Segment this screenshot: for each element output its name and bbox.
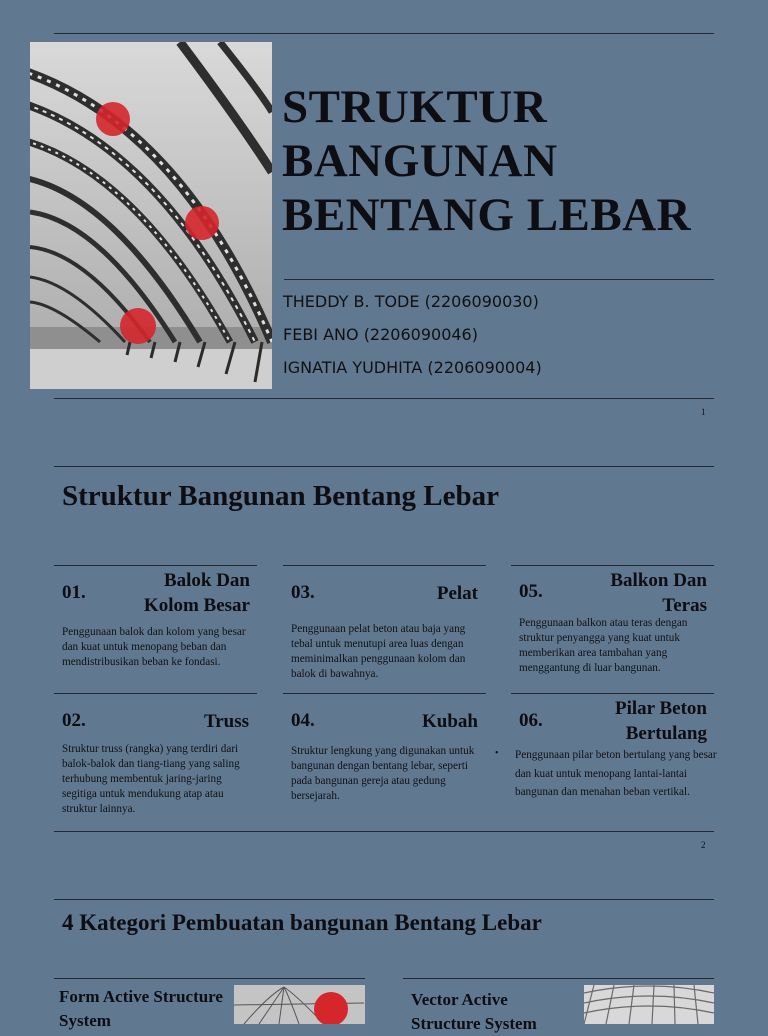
card-title: Truss (203, 711, 249, 732)
slide1-top-rule (54, 33, 714, 34)
slide3-top-rule (54, 899, 714, 900)
slide3-title: 4 Kategori Pembuatan bangunan Bentang Lebar (62, 910, 542, 935)
slide2-title: Struktur Bangunan Bentang Lebar (62, 480, 499, 512)
card-title: Pelat (436, 583, 478, 604)
card-number: 04. (291, 710, 315, 731)
author-line: THEDDY B. TODE (2206090030) (283, 292, 539, 311)
red-accent-dot (185, 206, 219, 240)
card-number: 05. (519, 581, 543, 602)
card-rule (511, 565, 714, 566)
card-rule (54, 693, 257, 694)
form-active-structure-photo (234, 985, 365, 1024)
card-number: 02. (62, 710, 86, 731)
card-description: Struktur lengkung yang digunakan untuk bangunan dengan bentang lebar, seperti pada bangunan gereja atau gedung bersejarah. (291, 745, 475, 802)
slide2-top-rule (54, 466, 714, 467)
title-divider (284, 279, 714, 280)
category-label: Vector Active Structure System (411, 990, 537, 1033)
card-number: 06. (519, 710, 543, 731)
bullet-icon: • (495, 748, 499, 759)
card-rule (403, 978, 714, 979)
card-description: Penggunaan balok dan kolom yang besar dan kuat untuk menopang beban dan mendistribusikan beban ke fondasi. (62, 626, 246, 668)
card-number: 03. (291, 582, 315, 603)
card-title: Pilar Beton Bertulang (614, 698, 707, 744)
card-rule (54, 978, 365, 979)
page-number: 2 (701, 840, 706, 850)
cover-title-line: BENTANG LEBAR (282, 189, 692, 241)
category-label: Form Active Structure System (59, 987, 223, 1030)
card-description: Struktur truss (rangka) yang terdiri dari balok-balok dan tiang-tiang yang saling terhubung membentuk jaring-jaring segitiga untuk mendukung atap atau struktur lainnya. (62, 743, 240, 815)
space-frame-illustration (584, 985, 714, 1024)
card-rule (283, 693, 486, 694)
card-number: 01. (62, 582, 86, 603)
card-description: Penggunaan balkon atau teras dengan struktur penyangga yang kuat untuk memberikan area tambahan yang menggantung di luar bangunan. (519, 617, 688, 674)
author-line: FEBI ANO (2206090046) (283, 325, 478, 344)
card-description: Penggunaan pilar beton bertulang yang besar dan kuat untuk menopang lantai-lantai bangunan dan menahan beban vertikal. (515, 749, 717, 798)
card-title: Balok Dan Kolom Besar (143, 570, 250, 616)
card-rule (283, 565, 486, 566)
red-accent-dot (120, 308, 156, 344)
card-rule (511, 693, 714, 694)
cover-photo-truss-roof (30, 42, 272, 389)
truss-roof-illustration (30, 42, 272, 389)
slide1-bottom-rule (54, 398, 714, 399)
card-title: Balkon Dan Teras (610, 570, 707, 616)
tensile-structure-illustration (234, 985, 365, 1024)
author-line: IGNATIA YUDHITA (2206090004) (283, 358, 542, 377)
cover-title-line: BANGUNAN (282, 135, 558, 187)
red-accent-dot (96, 102, 130, 136)
cover-title-line: STRUKTUR (282, 81, 548, 133)
card-description: Penggunaan pelat beton atau baja yang tebal untuk menutupi area luas dengan meminimalkan penggunaan kolom dan balok di bawahnya. (291, 623, 466, 680)
page-number: 1 (701, 407, 706, 417)
cover-title (282, 80, 722, 242)
card-title: Kubah (422, 711, 478, 732)
slide2-bottom-rule (54, 831, 714, 832)
card-rule (54, 565, 257, 566)
vector-active-structure-photo (584, 985, 714, 1024)
